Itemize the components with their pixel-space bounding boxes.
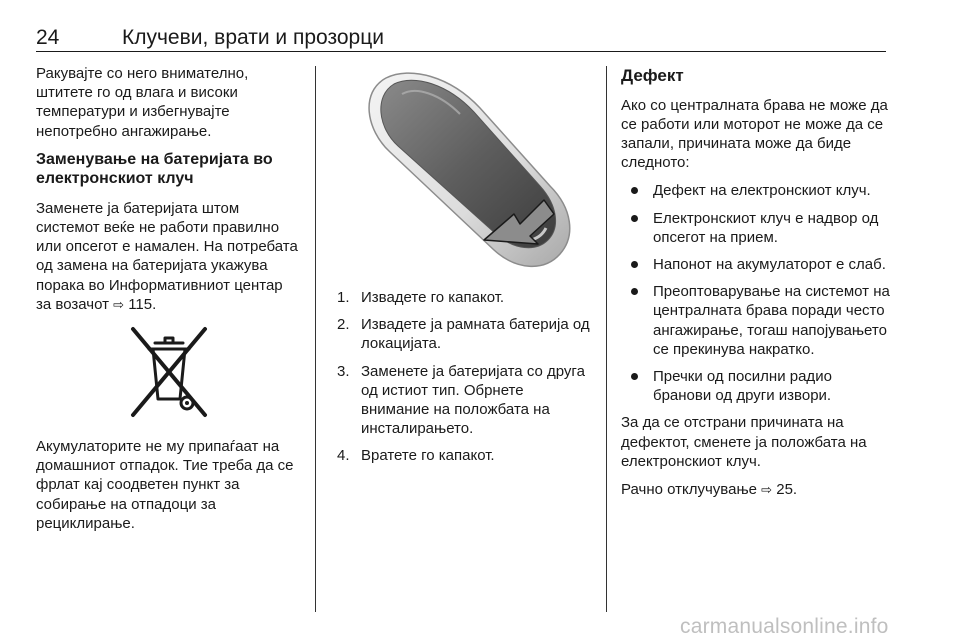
page-reference-link[interactable]: 115. [128, 295, 157, 313]
replacement-steps [337, 288, 595, 466]
list-item: 2. Извадете ја рамната батерија од локацијата. [337, 316, 590, 353]
list-item: Преоптоварување на системот на централната брава поради често ангажирање, тогаш напојувањето се прекинува накратко. [621, 282, 891, 359]
column-right [621, 64, 891, 508]
care-paragraph: Ракувајте со него внимателно, штитете го од влага и високи температури и избегнувајте непотребно ангажирање. [36, 65, 249, 140]
crossed-out-wheelie-bin-icon [129, 323, 209, 423]
list-item: 4. Вратете го капакот. [337, 447, 495, 465]
list-item: 3. Заменете ја батеријата со друга од истиот тип. Обрнете внимание на положбата на инсталирањето. [337, 362, 585, 438]
column-left [36, 64, 302, 542]
list-item: Дефект на електронскиот клуч. [621, 181, 891, 200]
list-item: Електронскиот клуч е надвор од опсегот на прием. [621, 209, 891, 247]
manual-unlock-paragraph [621, 480, 891, 499]
header-rule [36, 51, 886, 52]
page-reference-arrow-icon: ⇨ [113, 296, 125, 312]
column-separator-1 [315, 66, 316, 612]
fault-intro: Ако со централната брава не може да се работи или моторот не може да се запали, причината може да биде следното: [621, 96, 888, 172]
chapter-title: Клучеви, врати и прозорци [122, 26, 384, 49]
column-middle [337, 288, 595, 474]
list-item: 1. Извадете го капакот. [337, 289, 505, 306]
list-item: Пречки од посилни радио бранови од други извори. [621, 367, 891, 405]
watermark: carmanualsonline.info [680, 615, 889, 638]
battery-heading: Заменување на батеријата во електронскиот клуч [36, 150, 273, 188]
fault-causes-list [621, 181, 891, 405]
battery-text: Заменете ја батеријата штом системот веќе не работи правилно или опсегот е намален. На потребата од замена на батеријата укажува порака во Информативниот центар за возачот [36, 199, 298, 313]
remedy-paragraph: За да се отстрани причината на дефектот, сменете ја положбата на електронскиот клуч. [621, 414, 867, 470]
list-item: Напонот на акумулаторот е слаб. [621, 255, 891, 274]
column-separator-2 [606, 66, 607, 612]
recycle-paragraph: Акумулаторите не му припаѓаат на домашниот отпадок. Тие треба да се фрлат кај соодветен пункт за собирање на отпадоци за рециклирање. [36, 438, 294, 532]
page-header [36, 26, 886, 52]
manual-unlock-text: Рачно отклучување [621, 480, 757, 498]
page-reference-arrow-icon: ⇨ [761, 481, 773, 497]
key-fob-cover-arrow-icon [350, 68, 588, 273]
page-reference-link[interactable]: 25. [776, 480, 798, 498]
fault-heading: Дефект [621, 66, 684, 85]
page-number: 24 [36, 26, 60, 49]
battery-paragraph [36, 199, 302, 314]
